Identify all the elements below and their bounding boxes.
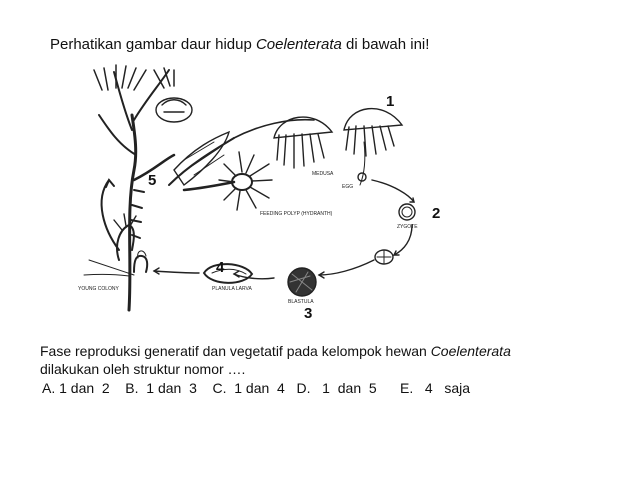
question-line-1 xyxy=(40,342,620,360)
option-a[interactable]: A. 1 dan 2 xyxy=(42,380,110,396)
question-line1-italic: Coelenterata xyxy=(430,343,511,359)
question-line-2: dilakukan oleh struktur nomor …. xyxy=(40,361,246,377)
option-c[interactable]: C. 1 dan 4 xyxy=(212,380,285,396)
label-zygote: ZYGOTE xyxy=(397,224,418,230)
answer-options xyxy=(42,380,470,396)
title-suffix: di bawah ini! xyxy=(341,36,430,53)
question-line1-prefix: Fase reproduksi generatif dan vegetatif pada kelompok hewan xyxy=(40,343,431,359)
question-title xyxy=(50,36,429,53)
option-b[interactable]: B. 1 dan 3 xyxy=(125,380,197,396)
blastula-structure-3 xyxy=(288,268,316,296)
label-planula: PLANULA LARVA xyxy=(212,286,252,292)
label-blastula: BLASTULA xyxy=(288,299,314,305)
number-5: 5 xyxy=(148,172,157,189)
label-feeding-polyp: FEEDING POLYP (HYDRANTH) xyxy=(260,211,333,217)
number-3: 3 xyxy=(304,305,313,322)
gonangium-structure-5 xyxy=(169,120,314,190)
feeding-polyp xyxy=(219,152,272,210)
young-polyp xyxy=(84,251,147,276)
number-2: 2 xyxy=(432,205,441,222)
number-1: 1 xyxy=(386,93,395,110)
number-4: 4 xyxy=(216,259,225,276)
title-italic: Coelenterata xyxy=(255,36,342,53)
option-e[interactable]: E. 4 saja xyxy=(400,380,471,396)
label-egg: EGG xyxy=(342,184,354,190)
colony-stalk xyxy=(94,65,192,310)
title-prefix: Perhatikan gambar daur hidup xyxy=(50,36,256,53)
embryo-stage xyxy=(375,250,393,264)
planula-structure-4 xyxy=(204,264,252,283)
question-text xyxy=(40,342,620,378)
label-medusa: MEDUSA xyxy=(312,171,334,177)
cycle-arrows xyxy=(102,180,414,279)
young-colony xyxy=(114,214,136,260)
zygote-structure-2 xyxy=(399,204,415,220)
label-young-colony: YOUNG COLONY xyxy=(78,286,119,292)
life-cycle-diagram xyxy=(74,60,474,322)
option-d[interactable]: D. 1 dan 5 xyxy=(296,380,377,396)
